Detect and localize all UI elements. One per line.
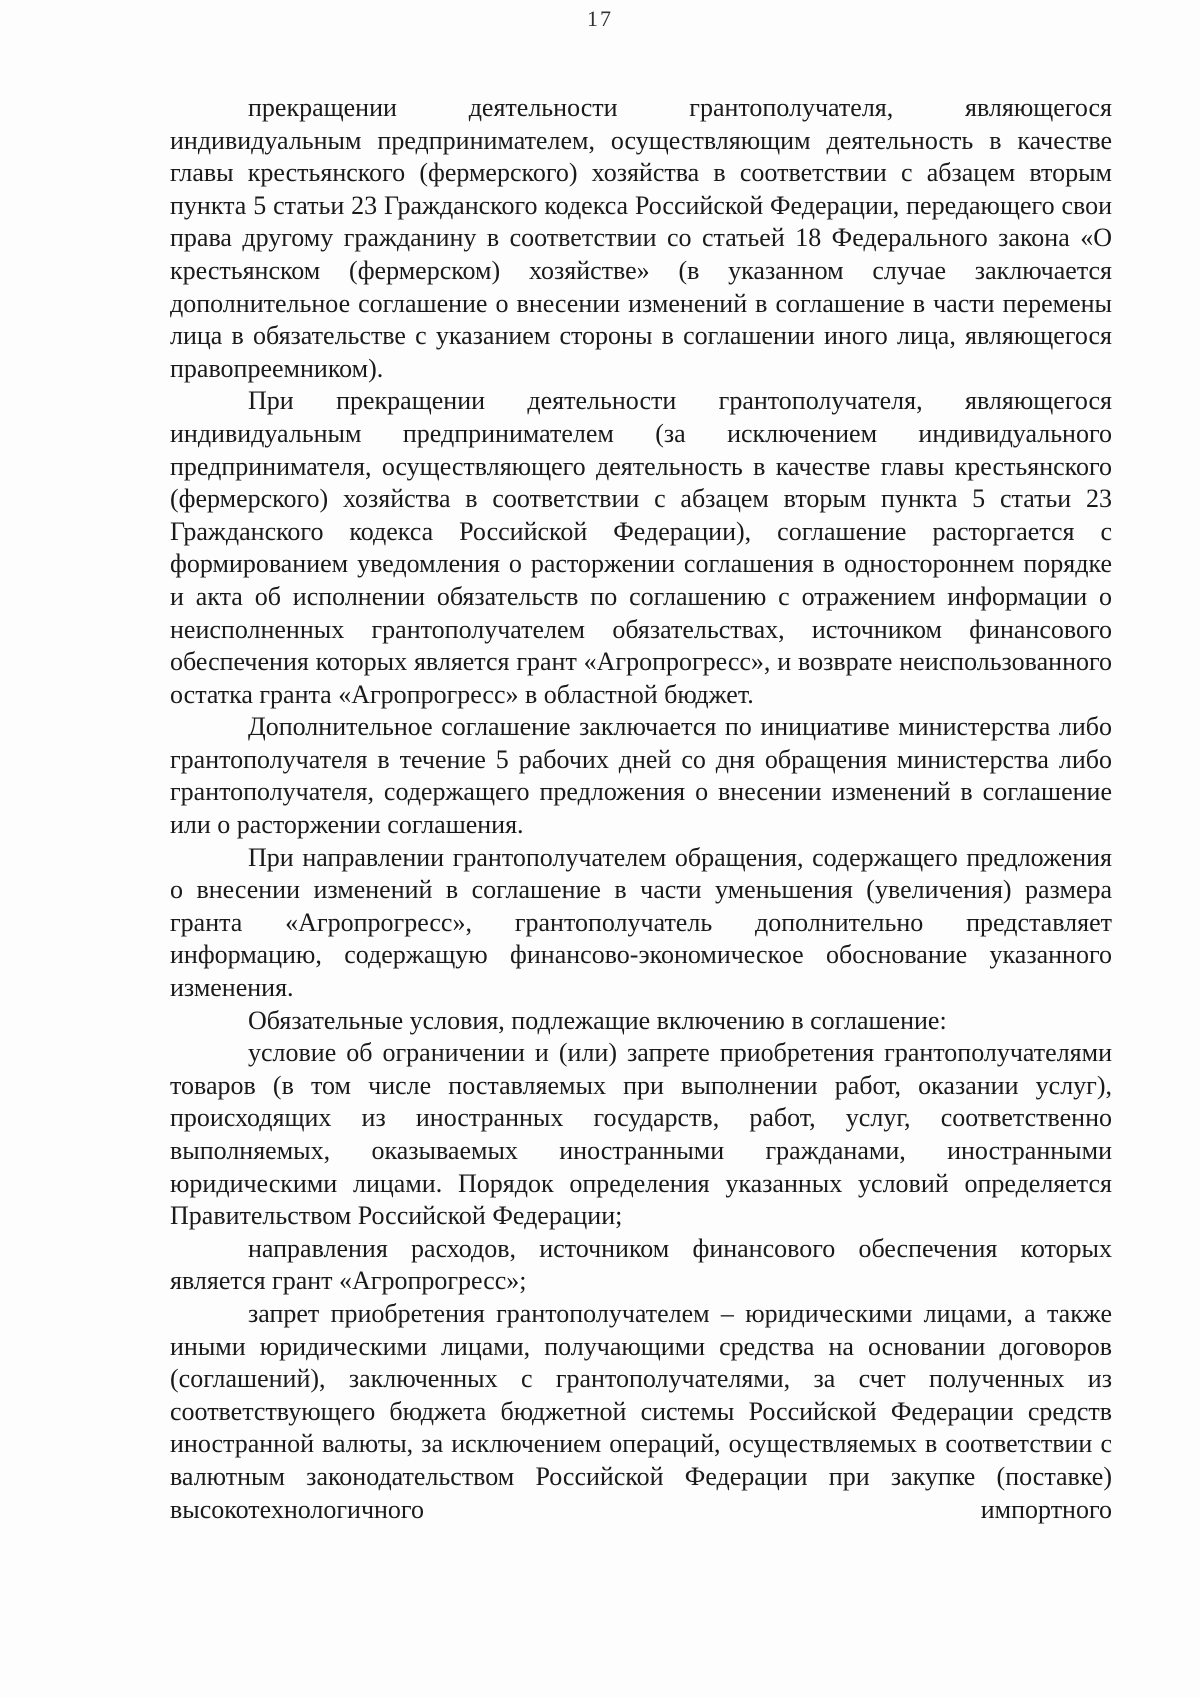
paragraph: направления расходов, источником финансового обеспечения которых является грант «Агропрогресс»; [170, 1233, 1112, 1296]
paragraph: При направлении грантополучателем обращения, содержащего предложения о внесении изменений в соглашение в части уменьшения (увеличения) размера гранта «Агропрогресс», грантополучатель дополнительно представляет информацию, содержащую финансово-экономическое обоснование указанного изменения. [170, 842, 1112, 1003]
paragraph: запрет приобретения грантополучателем – юридическими лицами, а также иными юридическими лицами, получающими средства на основании договоров (соглашений), заключенных с грантополучателями, за счет полученных из соответствующего бюджета бюджетной системы Российской Федерации средств иностранной валюты, за исключением операций, осуществляемых в соответствии с валютным законодательством Российской Федерации при закупке (поставке) высокотехнологичного импортного [170, 1298, 1112, 1524]
body-text [170, 92, 1112, 1526]
page-number: 17 [587, 6, 613, 31]
paragraph: Дополнительное соглашение заключается по инициативе министерства либо грантополучателя в течение 5 рабочих дней со дня обращения министерства либо грантополучателя, содержащего предложения о внесении изменений в соглашение или о расторжении соглашения. [170, 712, 1112, 840]
paragraph: прекращении деятельности грантополучателя, являющегося индивидуальным предпринимателем, осуществляющим деятельность в качестве главы крестьянского (фермерского) хозяйства в соответствии с абзацем вторым пункта 5 статьи 23 Гражданского кодекса Российской Федерации, передающего свои права другому гражданину в соответствии со статьей 18 Федерального закона «О крестьянском (фермерском) хозяйстве» (в указанном случае заключается дополнительное соглашение о внесении изменений в соглашение в части перемены лица в обязательстве с указанием стороны в соглашении иного лица, являющегося правопреемником). [170, 93, 1112, 383]
paragraph: При прекращении деятельности грантополучателя, являющегося индивидуальным предпринимателем (за исключением индивидуального предпринимателя, осуществляющего деятельность в качестве главы крестьянского (фермерского) хозяйства в соответствии с абзацем вторым пункта 5 статьи 23 Гражданского кодекса Российской Федерации), соглашение расторгается с формированием уведомления о расторжении соглашения в одностороннем порядке и акта об исполнении обязательств по соглашению с отражением информации о неисполненных грантополучателем обязательствах, источником финансового обеспечения которых является грант «Агропрогресс», и возврате неиспользованного остатка гранта «Агропрогресс» в областной бюджет. [170, 386, 1112, 709]
paragraph: Обязательные условия, подлежащие включению в соглашение: [248, 1005, 947, 1035]
paragraph: условие об ограничении и (или) запрете приобретения грантополучателями товаров (в том числе поставляемых при выполнении работ, оказании услуг), происходящих из иностранных государств, работ, услуг, соответственно выполняемых, оказываемых иностранными гражданами, иностранными юридическими лицами. Порядок определения указанных условий определяется Правительством Российской Федерации; [170, 1038, 1112, 1231]
